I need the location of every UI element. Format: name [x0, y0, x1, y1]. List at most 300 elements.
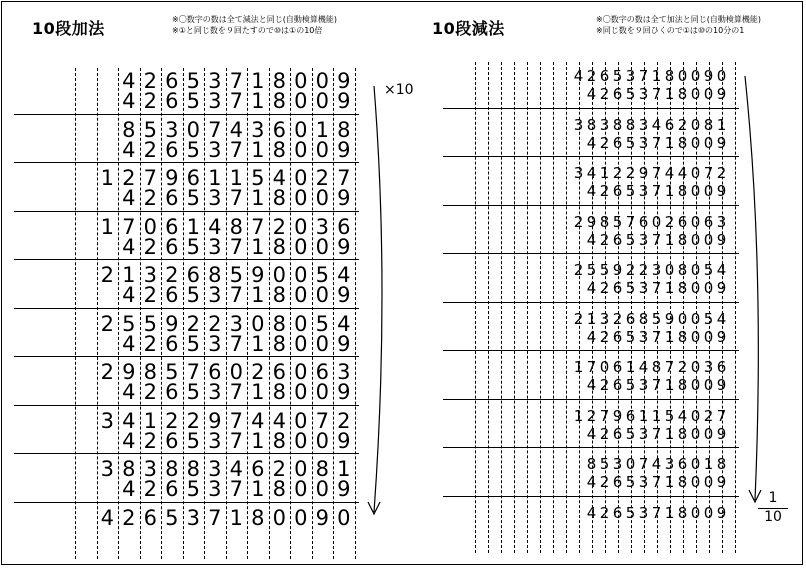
addend-digit: 3: [337, 360, 351, 384]
minuend-digit: 2: [716, 164, 727, 182]
row-divider: [14, 453, 359, 454]
subtrahend-digit: 3: [638, 230, 649, 249]
subtrahend-digit: 0: [703, 424, 714, 443]
addend-digit: 0: [315, 331, 329, 356]
addend-digit: 2: [143, 137, 157, 162]
addend-digit: 3: [100, 457, 114, 481]
row-divider: [14, 502, 359, 503]
addend-digit: 0: [337, 505, 351, 530]
subtrahend-digit: 0: [690, 473, 701, 491]
addend-digit: 4: [122, 69, 136, 93]
subtrahend-digit: 4: [586, 230, 597, 249]
addend-digit: 1: [229, 166, 243, 190]
subtrahend-digit: 2: [599, 182, 610, 200]
minuend-digit: 8: [651, 358, 662, 376]
minuend-digit: 6: [612, 503, 623, 522]
addend-digit: 3: [208, 457, 222, 481]
subtrahend-digit: 0: [690, 85, 701, 103]
subtrahend-digit: 9: [716, 133, 727, 152]
addend-digit: 6: [186, 263, 200, 287]
subtraction-note-2: ※同じ数を９回ひくので①は⑩の10分の1: [596, 26, 745, 35]
subtrahend-digit: 2: [599, 376, 610, 394]
subtrahend-digit: 0: [703, 376, 714, 394]
minuend-digit: 5: [612, 212, 623, 231]
addend-digit: 9: [315, 505, 329, 530]
addend-digit: 0: [315, 137, 329, 162]
addend-digit: 2: [100, 360, 114, 384]
addend-digit: 4: [229, 457, 243, 481]
addend-digit: 5: [186, 69, 200, 93]
row-divider: [443, 496, 739, 497]
addend-digit: 0: [315, 477, 329, 501]
addend-digit: 3: [143, 457, 157, 481]
addend-digit: 2: [165, 263, 179, 287]
addend-digit: 0: [294, 505, 308, 530]
addend-digit: 9: [337, 69, 351, 93]
minuend-digit: 2: [664, 212, 675, 231]
addend-digit: 0: [315, 380, 329, 404]
subtrahend-digit: 0: [703, 279, 714, 297]
minuend-digit: 6: [677, 212, 688, 231]
minuend-digit: 7: [625, 212, 636, 231]
subtrahend-digit: 6: [612, 182, 623, 200]
row-divider: [14, 405, 359, 406]
addend-digit: 1: [251, 137, 265, 162]
minuend-digit: 4: [638, 358, 649, 376]
subtrahend-digit: 9: [716, 327, 727, 346]
addend-digit: 1: [251, 283, 265, 307]
minuend-digit: 0: [599, 358, 610, 376]
addend-digit: 6: [272, 360, 286, 384]
subtrahend-digit: 6: [612, 473, 623, 491]
addend-digit: 1: [251, 331, 265, 356]
minuend-digit: 1: [716, 115, 727, 134]
minuend-digit: 1: [703, 455, 714, 473]
addend-digit: 0: [294, 166, 308, 190]
subtrahend-digit: 6: [612, 376, 623, 394]
addend-digit: 4: [208, 214, 222, 239]
addend-digit: 0: [294, 117, 308, 142]
addend-digit: 0: [315, 89, 329, 113]
subtrahend-digit: 0: [690, 424, 701, 443]
addend-digit: 5: [186, 234, 200, 259]
subtrahend-digit: 0: [690, 230, 701, 249]
minuend-digit: 9: [664, 309, 675, 328]
subtrahend-digit: 8: [677, 230, 688, 249]
minuend-digit: 0: [690, 261, 701, 279]
addend-digit: 6: [165, 186, 179, 210]
minuend-digit: 4: [664, 164, 675, 182]
minuend-digit: 2: [703, 406, 714, 425]
addend-digit: 0: [294, 283, 308, 307]
minuend-digit: 0: [690, 406, 701, 425]
subtrahend-digit: 6: [612, 85, 623, 103]
addend-digit: 4: [122, 380, 136, 404]
minuend-digit: 2: [573, 309, 584, 328]
minuend-digit: 3: [573, 115, 584, 134]
addend-digit: 2: [208, 311, 222, 336]
grid-column-line: [527, 62, 528, 553]
addend-digit: 2: [315, 166, 329, 190]
minuend-digit: 3: [625, 67, 636, 85]
addend-digit: 2: [143, 380, 157, 404]
grid-column-line: [553, 62, 554, 553]
grid-column-line: [514, 62, 515, 553]
addend-digit: 3: [229, 311, 243, 336]
addend-digit: 5: [315, 263, 329, 287]
addend-digit: 6: [165, 477, 179, 501]
addend-digit: 2: [143, 186, 157, 210]
minuend-digit: 6: [625, 309, 636, 328]
minuend-digit: 2: [625, 261, 636, 279]
addend-digit: 3: [208, 380, 222, 404]
minuend-digit: 4: [586, 164, 597, 182]
addend-digit: 6: [165, 214, 179, 239]
row-divider: [14, 259, 359, 260]
addend-digit: 4: [122, 408, 136, 433]
addend-digit: 3: [186, 505, 200, 530]
addend-digit: 9: [251, 263, 265, 287]
subtrahend-digit: 0: [703, 182, 714, 200]
addend-digit: 2: [122, 166, 136, 190]
addend-digit: 8: [272, 428, 286, 453]
addend-digit: 7: [229, 408, 243, 433]
subtrahend-digit: 0: [690, 376, 701, 394]
minuend-digit: 4: [677, 164, 688, 182]
addend-digit: 9: [122, 360, 136, 384]
subtrahend-digit: 1: [664, 424, 675, 443]
addend-digit: 2: [143, 69, 157, 93]
addend-digit: 5: [186, 89, 200, 113]
addend-digit: 8: [272, 234, 286, 259]
minuend-digit: 6: [612, 358, 623, 376]
minuend-digit: 0: [690, 67, 701, 85]
addition-arrow: [360, 80, 396, 520]
minuend-digit: 8: [703, 115, 714, 134]
subtrahend-digit: 8: [677, 424, 688, 443]
addend-digit: 0: [294, 234, 308, 259]
addend-digit: 8: [272, 380, 286, 404]
subtrahend-digit: 5: [625, 182, 636, 200]
addend-digit: 6: [251, 457, 265, 481]
subtrahend-digit: 0: [703, 327, 714, 346]
minuend-digit: 4: [716, 309, 727, 328]
addend-digit: 5: [186, 283, 200, 307]
subtrahend-digit: 4: [586, 279, 597, 297]
addend-digit: 6: [315, 360, 329, 384]
addend-digit: 6: [165, 428, 179, 453]
addend-digit: 8: [337, 117, 351, 142]
subtrahend-digit: 9: [716, 279, 727, 297]
addend-digit: 7: [229, 283, 243, 307]
addend-digit: 2: [272, 214, 286, 239]
minuend-digit: 6: [664, 115, 675, 134]
minuend-digit: 3: [703, 358, 714, 376]
minuend-digit: 2: [612, 164, 623, 182]
addend-digit: 9: [337, 89, 351, 113]
addend-digit: 4: [122, 477, 136, 501]
addend-digit: 7: [229, 186, 243, 210]
minuend-digit: 0: [716, 67, 727, 85]
subtrahend-digit: 0: [690, 133, 701, 152]
subtrahend-digit: 2: [599, 424, 610, 443]
addend-digit: 0: [294, 137, 308, 162]
subtrahend-digit: 8: [677, 327, 688, 346]
addend-digit: 7: [229, 89, 243, 113]
addend-digit: 5: [143, 311, 157, 336]
minuend-digit: 3: [651, 261, 662, 279]
addend-digit: 9: [337, 428, 351, 453]
subtrahend-digit: 2: [599, 327, 610, 346]
minuend-digit: 0: [677, 67, 688, 85]
addend-digit: 0: [294, 89, 308, 113]
minuend-digit: 6: [638, 212, 649, 231]
minuend-digit: 0: [690, 212, 701, 231]
subtrahend-digit: 0: [690, 279, 701, 297]
addend-digit: 8: [122, 117, 136, 142]
minuend-digit: 4: [677, 406, 688, 425]
minuend-digit: 0: [664, 261, 675, 279]
addend-digit: 8: [229, 214, 243, 239]
subtrahend-digit: 8: [677, 473, 688, 491]
subtrahend-digit: 8: [677, 182, 688, 200]
addend-digit: 3: [208, 283, 222, 307]
subtrahend-digit: 7: [651, 376, 662, 394]
subtrahend-digit: 4: [586, 133, 597, 152]
grid-column-line: [75, 68, 76, 559]
minuend-digit: 5: [703, 309, 714, 328]
minuend-digit: 0: [690, 455, 701, 473]
minuend-digit: 8: [638, 309, 649, 328]
subtrahend-digit: 9: [716, 230, 727, 249]
subtrahend-digit: 7: [651, 424, 662, 443]
minuend-digit: 6: [703, 212, 714, 231]
addend-digit: 5: [186, 428, 200, 453]
addend-digit: 2: [186, 408, 200, 433]
addend-digit: 3: [315, 214, 329, 239]
addend-digit: 7: [251, 214, 265, 239]
minuend-digit: 0: [651, 212, 662, 231]
addend-digit: 9: [337, 234, 351, 259]
minuend-digit: 1: [586, 309, 597, 328]
subtrahend-digit: 6: [612, 424, 623, 443]
subtrahend-digit: 5: [625, 279, 636, 297]
addend-digit: 8: [272, 331, 286, 356]
minuend-digit: 9: [612, 406, 623, 425]
row-divider: [443, 399, 739, 400]
addend-digit: 3: [208, 428, 222, 453]
minuend-digit: 8: [625, 115, 636, 134]
addend-digit: 6: [186, 166, 200, 190]
subtrahend-digit: 9: [716, 473, 727, 491]
addend-digit: 1: [251, 477, 265, 501]
subtrahend-digit: 7: [651, 473, 662, 491]
addend-digit: 2: [122, 505, 136, 530]
addend-digit: 5: [251, 166, 265, 190]
addend-digit: 6: [165, 137, 179, 162]
addend-digit: 7: [229, 428, 243, 453]
minuend-digit: 3: [664, 455, 675, 473]
addend-digit: 0: [294, 408, 308, 433]
addend-digit: 3: [208, 69, 222, 93]
subtrahend-digit: 7: [651, 133, 662, 152]
addend-digit: 1: [251, 186, 265, 210]
addition-title: 10段加法: [32, 19, 105, 38]
addend-digit: 2: [143, 89, 157, 113]
subtrahend-digit: 3: [638, 473, 649, 491]
subtrahend-digit: 4: [586, 182, 597, 200]
subtrahend-digit: 7: [651, 279, 662, 297]
minuend-digit: 7: [651, 164, 662, 182]
addend-digit: 7: [229, 477, 243, 501]
addend-digit: 3: [208, 477, 222, 501]
subtrahend-digit: 0: [703, 230, 714, 249]
subtrahend-digit: 3: [638, 85, 649, 103]
addend-digit: 7: [186, 360, 200, 384]
subtraction-note-1: ※〇数字の数は全て加法と同じ(自動検算機能): [596, 15, 761, 24]
addend-digit: 2: [100, 263, 114, 287]
addend-digit: 5: [143, 117, 157, 142]
minuend-digit: 0: [690, 503, 701, 522]
addend-digit: 9: [165, 311, 179, 336]
subtrahend-digit: 4: [586, 327, 597, 346]
minuend-digit: 7: [599, 406, 610, 425]
addend-digit: 9: [337, 331, 351, 356]
subtrahend-digit: 3: [638, 182, 649, 200]
minuend-digit: 1: [573, 406, 584, 425]
addend-digit: 0: [294, 477, 308, 501]
minuend-digit: 0: [690, 164, 701, 182]
addend-digit: 5: [122, 311, 136, 336]
addend-digit: 2: [186, 311, 200, 336]
addend-digit: 1: [143, 408, 157, 433]
minuend-digit: 9: [612, 261, 623, 279]
subtrahend-digit: 2: [599, 85, 610, 103]
addend-digit: 5: [165, 505, 179, 530]
addend-digit: 7: [229, 234, 243, 259]
addend-digit: 3: [208, 331, 222, 356]
subtrahend-digit: 8: [677, 279, 688, 297]
addend-digit: 5: [186, 137, 200, 162]
addend-digit: 6: [165, 89, 179, 113]
addend-digit: 1: [337, 457, 351, 481]
addend-digit: 0: [315, 283, 329, 307]
addend-digit: 8: [272, 477, 286, 501]
addend-digit: 9: [337, 186, 351, 210]
addend-digit: 6: [165, 331, 179, 356]
subtrahend-digit: 5: [625, 424, 636, 443]
subtraction-title: 10段減法: [432, 19, 505, 38]
minuend-digit: 0: [625, 455, 636, 473]
minuend-digit: 3: [599, 115, 610, 134]
minuend-digit: 2: [638, 261, 649, 279]
subtrahend-digit: 1: [664, 279, 675, 297]
minuend-digit: 0: [690, 309, 701, 328]
subtrahend-digit: 5: [625, 327, 636, 346]
minuend-digit: 1: [573, 358, 584, 376]
minuend-digit: 5: [651, 309, 662, 328]
addend-digit: 8: [251, 505, 265, 530]
minuend-digit: 8: [612, 115, 623, 134]
addend-digit: 4: [337, 311, 351, 336]
addend-digit: 7: [143, 166, 157, 190]
addend-digit: 0: [272, 505, 286, 530]
addend-digit: 9: [337, 137, 351, 162]
subtrahend-digit: 1: [664, 133, 675, 152]
addend-digit: 7: [229, 137, 243, 162]
row-divider: [443, 253, 739, 254]
minuend-digit: 7: [638, 67, 649, 85]
subtrahend-digit: 7: [651, 182, 662, 200]
minuend-digit: 7: [586, 358, 597, 376]
minuend-digit: 8: [677, 503, 688, 522]
addend-digit: 0: [294, 457, 308, 481]
minuend-digit: 7: [716, 406, 727, 425]
addend-digit: 8: [165, 457, 179, 481]
addend-digit: 0: [294, 186, 308, 210]
minuend-digit: 5: [625, 503, 636, 522]
addend-digit: 4: [122, 234, 136, 259]
minuend-digit: 1: [651, 406, 662, 425]
grid-column-line: [579, 62, 580, 553]
fraction-numerator: 1: [768, 490, 778, 506]
row-divider: [14, 162, 359, 163]
addend-digit: 0: [294, 263, 308, 287]
addend-digit: 6: [337, 214, 351, 239]
addition-note-2: ※①と同じ数を９回たすので⑩は①の10倍: [172, 26, 323, 35]
minuend-digit: 5: [599, 455, 610, 473]
minuend-digit: 7: [664, 358, 675, 376]
minuend-digit: 5: [586, 261, 597, 279]
addend-digit: 0: [294, 360, 308, 384]
grid-column-line: [566, 62, 567, 553]
grid-column-line: [488, 62, 489, 553]
addend-digit: 8: [272, 137, 286, 162]
addend-digit: 2: [251, 360, 265, 384]
minuend-digit: 9: [716, 503, 727, 522]
subtrahend-digit: 8: [677, 85, 688, 103]
addend-digit: 0: [186, 117, 200, 142]
multiplier-label: ×10: [384, 82, 414, 98]
subtrahend-digit: 8: [677, 133, 688, 152]
row-divider: [14, 114, 359, 115]
minuend-digit: 1: [664, 503, 675, 522]
subtrahend-digit: 1: [664, 230, 675, 249]
subtrahend-digit: 1: [664, 376, 675, 394]
addend-digit: 8: [272, 186, 286, 210]
addend-digit: 5: [315, 311, 329, 336]
addend-digit: 2: [143, 477, 157, 501]
addend-digit: 5: [186, 380, 200, 404]
addend-digit: 5: [186, 331, 200, 356]
addend-digit: 4: [337, 263, 351, 287]
subtrahend-digit: 7: [651, 85, 662, 103]
addend-digit: 0: [315, 234, 329, 259]
addend-digit: 2: [100, 311, 114, 336]
minuend-digit: 2: [599, 503, 610, 522]
addend-digit: 6: [165, 380, 179, 404]
subtrahend-digit: 3: [638, 279, 649, 297]
addend-digit: 7: [315, 408, 329, 433]
minuend-digit: 6: [677, 455, 688, 473]
subtrahend-digit: 1: [664, 327, 675, 346]
subtrahend-digit: 4: [586, 376, 597, 394]
addend-digit: 2: [143, 283, 157, 307]
subtrahend-digit: 1: [664, 85, 675, 103]
addend-digit: 3: [208, 186, 222, 210]
grid-column-line: [540, 62, 541, 553]
row-divider: [14, 211, 359, 212]
